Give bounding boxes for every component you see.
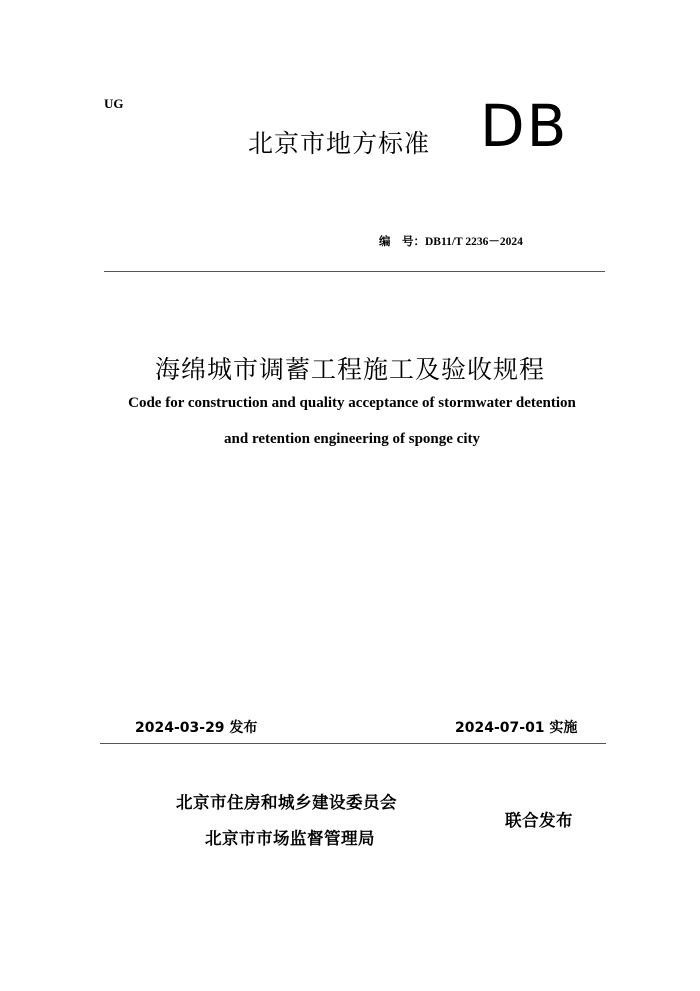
issuer-housing-commission: 北京市住房和城乡建设委员会 <box>176 793 397 812</box>
document-title-english-line2: and retention engineering of sponge city <box>224 431 480 447</box>
issuer-market-regulation: 北京市市场监督管理局 <box>205 829 375 848</box>
document-title-english-line1: Code for construction and quality acceptance of stormwater detention <box>128 395 576 411</box>
implementation-date: 2024-07-01 实施 <box>455 720 578 736</box>
header-divider <box>104 271 605 272</box>
classification-code: UG <box>104 96 124 111</box>
standard-type-title: 北京市地方标准 <box>248 129 431 158</box>
joint-issue-label: 联合发布 <box>505 811 573 830</box>
db-logo-mark: DB <box>480 92 569 160</box>
document-title-chinese: 海绵城市调蓄工程施工及验收规程 <box>154 355 545 384</box>
standard-number: 编 号：DB11/T 2236－2024 <box>379 236 523 248</box>
publish-date: 2024-03-29 发布 <box>135 720 258 736</box>
date-divider <box>100 743 606 744</box>
